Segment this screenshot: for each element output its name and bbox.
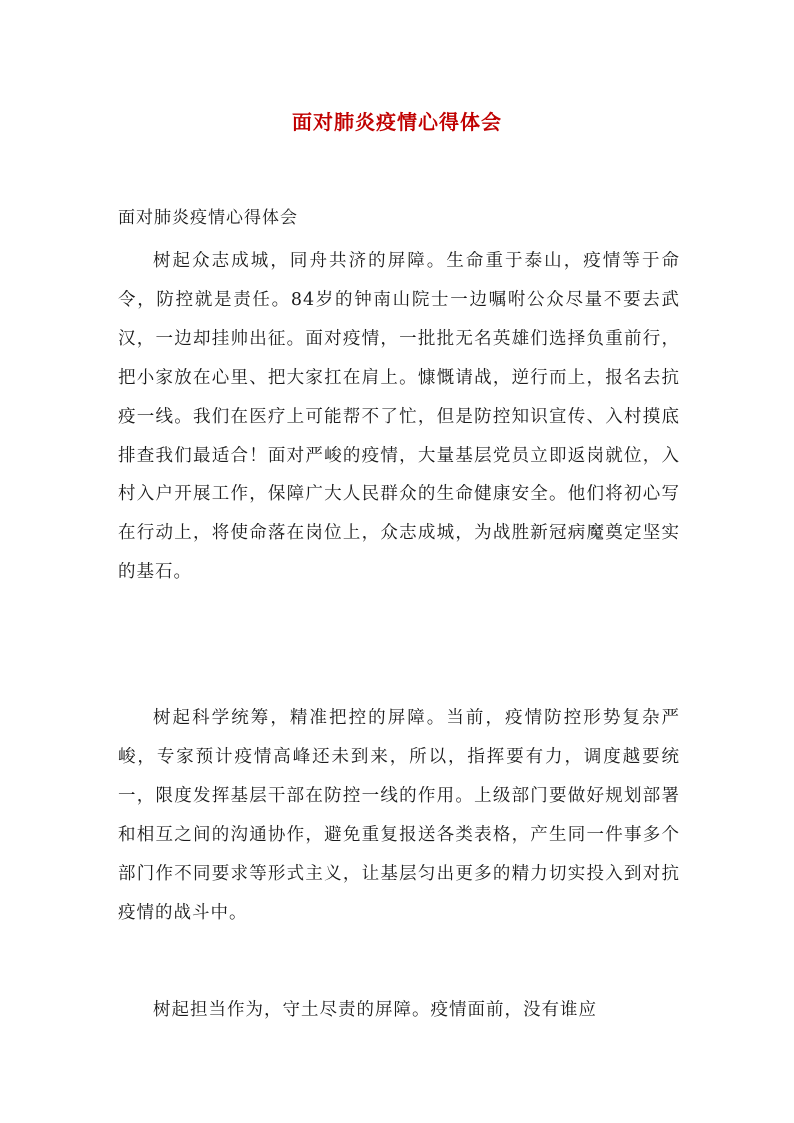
paragraph-3: 树起担当作为，守土尽责的屏障。疫情面前，没有谁应 [153, 1000, 597, 1020]
document-subtitle: 面对肺炎疫情心得体会 [118, 208, 298, 228]
document-title: 面对肺炎疫情心得体会 [292, 110, 502, 134]
paragraph-2: 树起科学统筹，精准把控的屏障。当前，疫情防控形势复杂严峻，专家预计疫情高峰还未到来，所以，指挥要有力，调度越要统一，限度发挥基层干部在防控一线的作用。上级部门要做好规划部署和相互之间的沟通协作，避免重复报送各类表格，产生同一件事多个部门作不同要求等形式主义，让基层匀出更多的精力切实投入到对抗疫情的战斗中。 [118, 708, 680, 923]
paragraph-1: 树起众志成城，同舟共济的屏障。生命重于泰山，疫情等于命令，防控就是责任。84岁的钟南山院士一边嘱咐公众尽量不要去武汉，一边却挂帅出征。面对疫情，一批批无名英雄们选择负重前行，把小家放在心里、把大家扛在肩上。慷慨请战，逆行而上，报名去抗疫一线。我们在医疗上可能帮不了忙，但是防控知识宣传、入村摸底排查我们最适合！面对严峻的疫情，大量基层党员立即返岗就位，入村入户开展工作，保障广大人民群众的生命健康安全。他们将初心写在行动上，将使命落在岗位上，众志成城，为战胜新冠病魔奠定坚实的基石。 [118, 251, 680, 583]
